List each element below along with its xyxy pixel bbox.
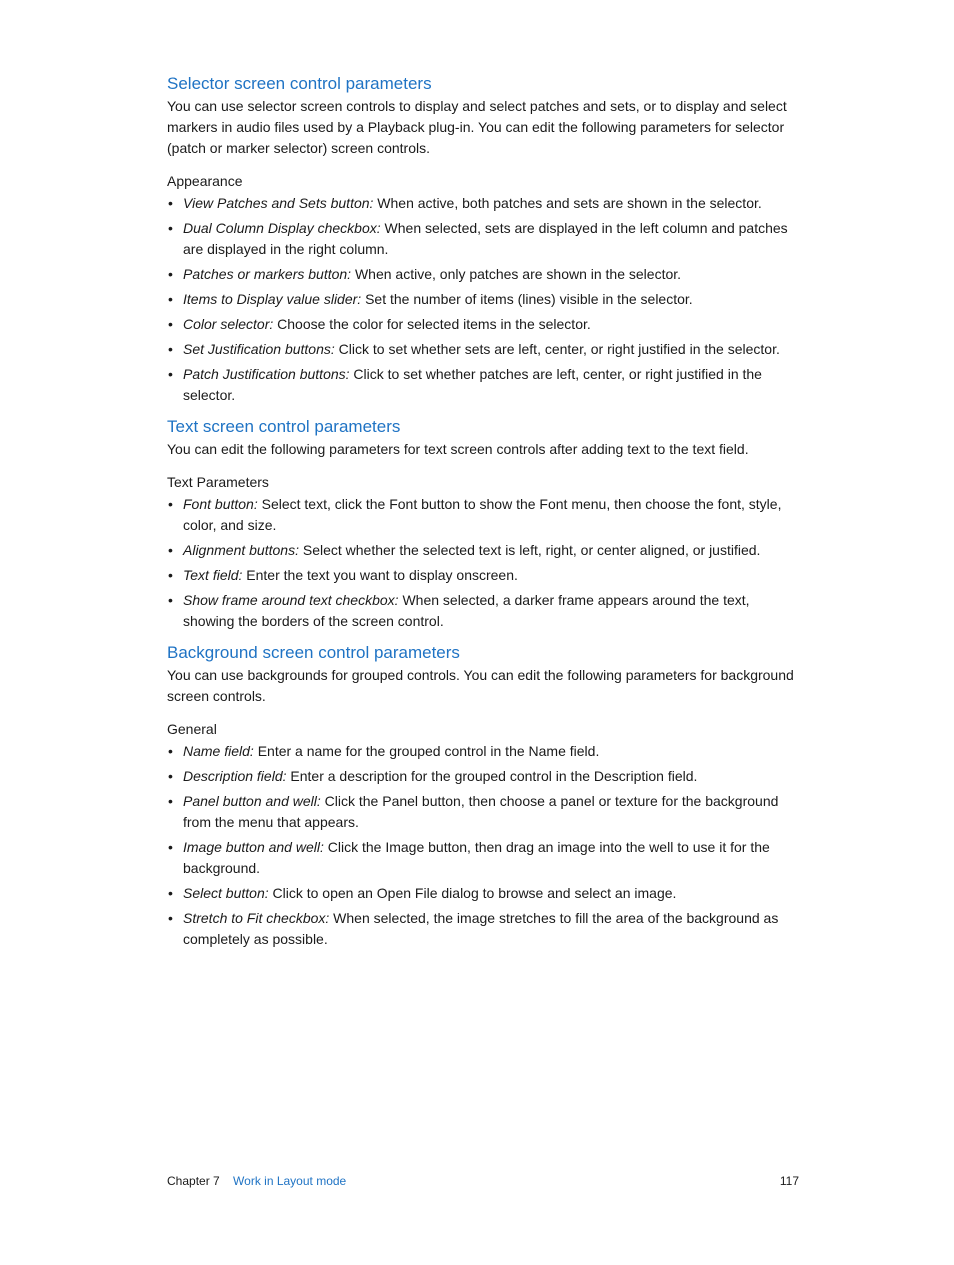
item-term: Alignment buttons: — [183, 542, 299, 558]
bullet-list — [167, 741, 799, 950]
bullet-icon: • — [168, 542, 173, 558]
section-title: Selector screen control parameters — [167, 74, 432, 93]
sub-heading: Appearance — [167, 173, 243, 189]
list-item — [167, 264, 799, 285]
item-term: Description field: — [183, 768, 287, 784]
list-item — [167, 766, 799, 787]
list-item — [167, 494, 799, 536]
bullet-icon: • — [168, 793, 173, 809]
chapter-title-link[interactable]: Work in Layout mode — [233, 1174, 347, 1188]
item-text: Set the number of items (lines) visible in the selector. — [361, 291, 693, 307]
section-title: Background screen control parameters — [167, 643, 460, 662]
bullet-icon: • — [168, 592, 173, 608]
item-text: When active, both patches and sets are shown in the selector. — [373, 195, 762, 211]
bullet-list — [167, 494, 799, 632]
item-term: Select button: — [183, 885, 269, 901]
item-term: Name field: — [183, 743, 254, 759]
bullet-icon: • — [168, 567, 173, 583]
sub-heading: General — [167, 721, 217, 737]
item-text: Enter the text you want to display onscreen. — [242, 567, 518, 583]
section-selector — [167, 73, 799, 406]
item-term: Text field: — [183, 567, 243, 583]
list-item — [167, 218, 799, 260]
bullet-icon: • — [168, 341, 173, 357]
item-text: Enter a name for the grouped control in the Name field. — [253, 743, 600, 759]
list-item — [167, 741, 799, 762]
section-title: Text screen control parameters — [167, 417, 401, 436]
item-term: Dual Column Display checkbox: — [183, 220, 381, 236]
item-text: Click to open an Open File dialog to browse and select an image. — [268, 885, 677, 901]
item-term: Patches or markers button: — [183, 266, 352, 282]
bullet-icon: • — [168, 885, 173, 901]
list-item — [167, 590, 799, 632]
item-term: Font button: — [183, 496, 258, 512]
bullet-icon: • — [168, 768, 173, 784]
list-item — [167, 908, 799, 950]
list-item — [167, 289, 799, 310]
item-term: Patch Justification buttons: — [183, 366, 350, 382]
list-item — [167, 540, 799, 561]
bullet-icon: • — [168, 743, 173, 759]
item-text: When selected, the image stretches to fill the area of the background as completely as possible. — [183, 910, 779, 947]
section-background — [167, 642, 799, 950]
item-term: View Patches and Sets button: — [183, 195, 374, 211]
bullet-list — [167, 193, 799, 406]
item-term: Color selector: — [183, 316, 274, 332]
bullet-icon: • — [168, 839, 173, 855]
item-text: When active, only patches are shown in the selector. — [351, 266, 682, 282]
bullet-icon: • — [168, 496, 173, 512]
section-intro: You can use backgrounds for grouped controls. You can edit the following parameters for background screen controls. — [167, 667, 794, 704]
bullet-icon: • — [168, 910, 173, 926]
page-content — [167, 73, 799, 960]
item-term: Stretch to Fit checkbox: — [183, 910, 330, 926]
sub-heading: Text Parameters — [167, 474, 269, 490]
item-text: Click the Panel button, then choose a panel or texture for the background from the menu that appears. — [183, 793, 779, 830]
list-item — [167, 193, 799, 214]
bullet-icon: • — [168, 266, 173, 282]
item-text: When selected, sets are displayed in the left column and patches are displayed in the right column. — [183, 220, 788, 257]
item-text: Select text, click the Font button to show the Font menu, then choose the font, style, color, and size. — [183, 496, 782, 533]
item-text: Choose the color for selected items in the selector. — [273, 316, 591, 332]
page-footer — [167, 1172, 799, 1190]
bullet-icon: • — [168, 291, 173, 307]
item-text: Select whether the selected text is left, right, or center aligned, or justified. — [298, 542, 761, 558]
item-term: Set Justification buttons: — [183, 341, 335, 357]
section-intro: You can use selector screen controls to display and select patches and sets, or to display and select markers in audio files used by a Playback plug-in. You can edit the following parameters for selector (patch or marker selector) screen controls. — [167, 98, 787, 156]
list-item — [167, 883, 799, 904]
list-item — [167, 339, 799, 360]
item-term: Image button and well: — [183, 839, 324, 855]
chapter-label: Chapter 7 — [167, 1174, 220, 1188]
item-term: Items to Display value slider: — [183, 291, 362, 307]
list-item — [167, 791, 799, 833]
list-item — [167, 837, 799, 879]
page-number: 117 — [779, 1174, 799, 1188]
bullet-icon: • — [168, 195, 173, 211]
item-text: When selected, a darker frame appears around the text, showing the borders of the screen control. — [183, 592, 750, 629]
bullet-icon: • — [168, 220, 173, 236]
item-text: Enter a description for the grouped control in the Description field. — [286, 768, 698, 784]
item-text: Click to set whether sets are left, center, or right justified in the selector. — [334, 341, 780, 357]
item-text: Click the Image button, then drag an image into the well to use it for the background. — [183, 839, 770, 876]
bullet-icon: • — [168, 316, 173, 332]
section-intro: You can edit the following parameters for text screen controls after adding text to the text field. — [167, 441, 749, 457]
section-text — [167, 416, 799, 632]
bullet-icon: • — [168, 366, 173, 382]
list-item — [167, 314, 799, 335]
item-text: Click to set whether patches are left, center, or right justified in the selector. — [183, 366, 762, 403]
list-item — [167, 565, 799, 586]
list-item — [167, 364, 799, 406]
item-term: Panel button and well: — [183, 793, 321, 809]
item-term: Show frame around text checkbox: — [183, 592, 399, 608]
